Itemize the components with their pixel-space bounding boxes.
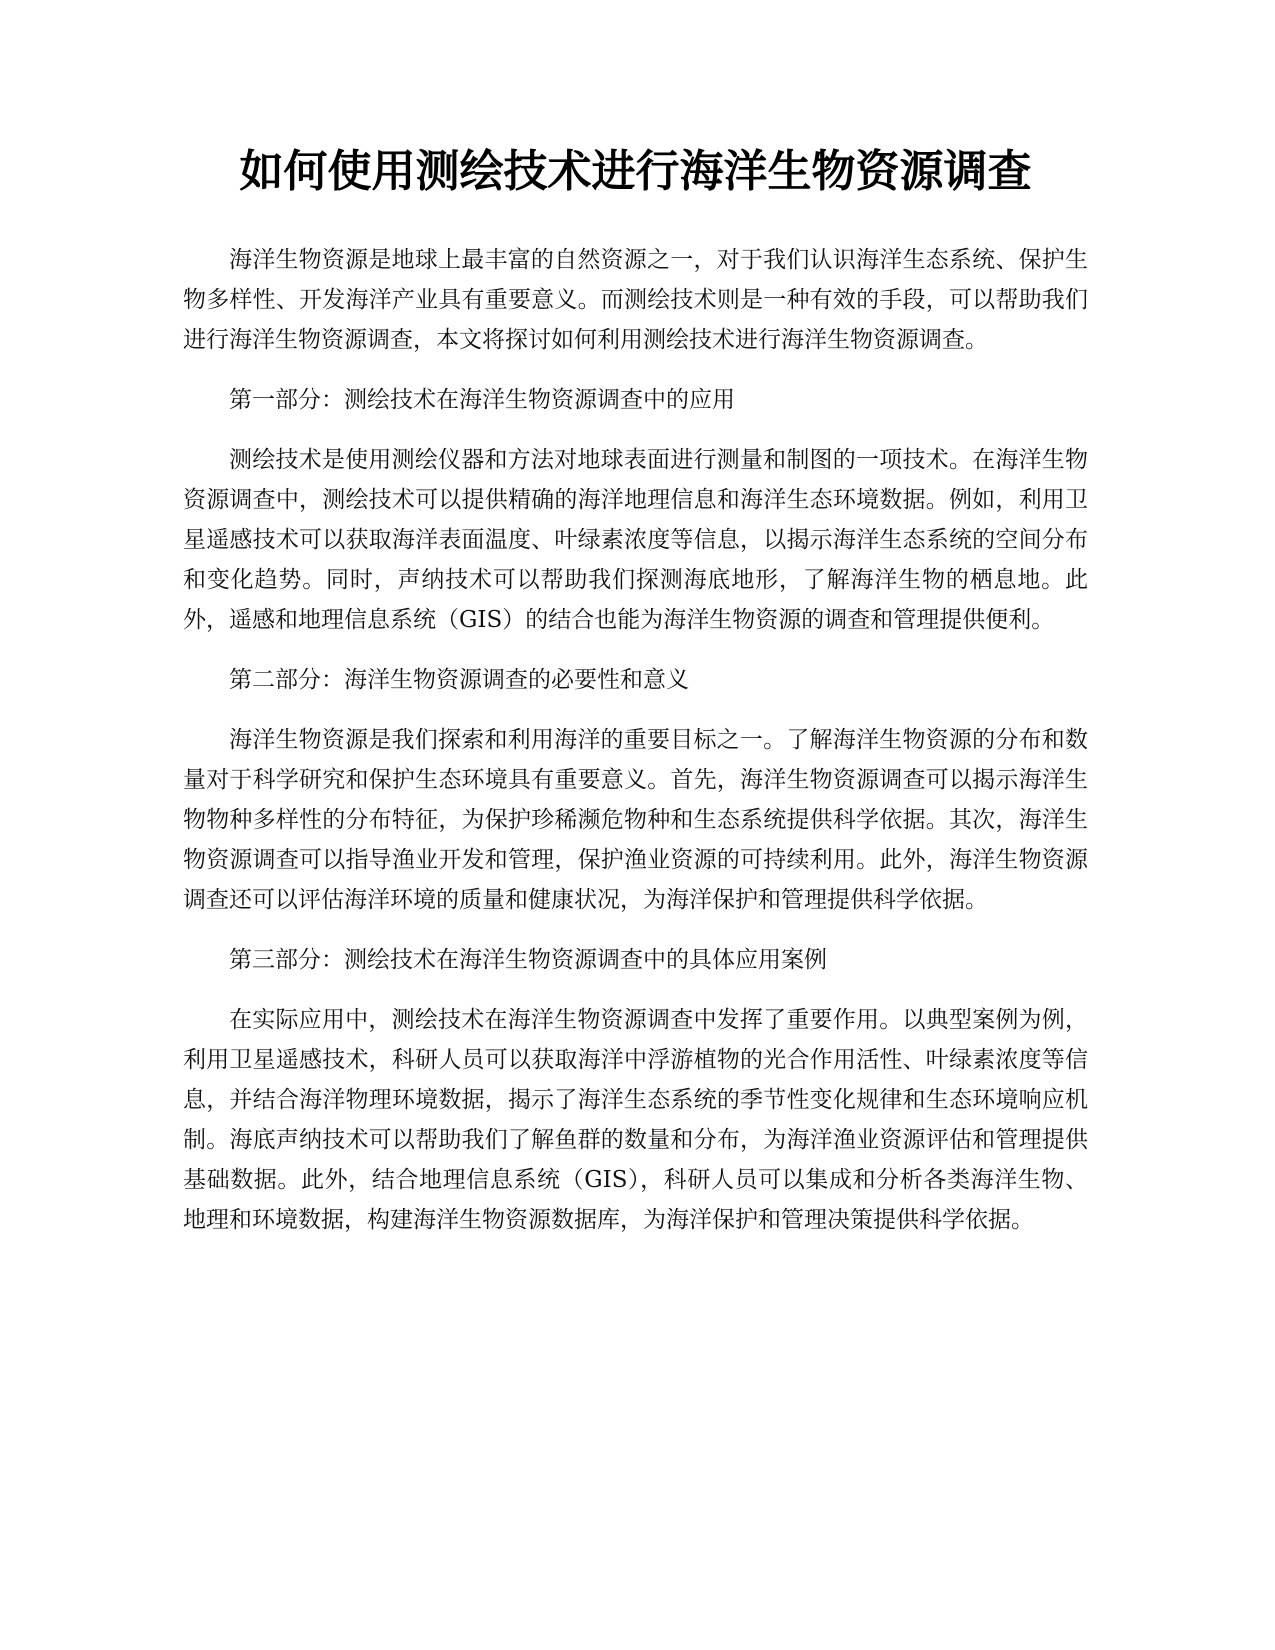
section-1-heading: 第一部分：测绘技术在海洋生物资源调查中的应用 [229, 387, 735, 413]
document-page [183, 140, 1088, 1260]
section-3-heading: 第三部分：测绘技术在海洋生物资源调查中的具体应用案例 [229, 947, 827, 973]
intro-paragraph: 海洋生物资源是地球上最丰富的自然资源之一，对于我们认识海洋生态系统、保护生物多样性、开发海洋产业具有重要意义。而测绘技术则是一种有效的手段，可以帮助我们进行海洋生物资源调查，本文将探讨如何利用测绘技术进行海洋生物资源调查。 [183, 247, 1088, 353]
section-2-body: 海洋生物资源是我们探索和利用海洋的重要目标之一。了解海洋生物资源的分布和数量对于科学研究和保护生态环境具有重要意义。首先，海洋生物资源调查可以揭示海洋生物物种多样性的分布特征，为保护珍稀濒危物种和生态系统提供科学依据。其次，海洋生物资源调查可以指导渔业开发和管理，保护渔业资源的可持续利用。此外，海洋生物资源调查还可以评估海洋环境的质量和健康状况，为海洋保护和管理提供科学依据。 [183, 727, 1088, 913]
section-1-body: 测绘技术是使用测绘仪器和方法对地球表面进行测量和制图的一项技术。在海洋生物资源调查中，测绘技术可以提供精确的海洋地理信息和海洋生态环境数据。例如，利用卫星遥感技术可以获取海洋表面温度、叶绿素浓度等信息，以揭示海洋生态系统的空间分布和变化趋势。同时，声纳技术可以帮助我们探测海底地形，了解海洋生物的栖息地。此外，遥感和地理信息系统（GIS）的结合也能为海洋生物资源的调查和管理提供便利。 [183, 447, 1088, 633]
section-3-body: 在实际应用中，测绘技术在海洋生物资源调查中发挥了重要作用。以典型案例为例，利用卫星遥感技术，科研人员可以获取海洋中浮游植物的光合作用活性、叶绿素浓度等信息，并结合海洋物理环境数据，揭示了海洋生态系统的季节性变化规律和生态环境响应机制。海底声纳技术可以帮助我们了解鱼群的数量和分布，为海洋渔业资源评估和管理提供基础数据。此外，结合地理信息系统（GIS），科研人员可以集成和分析各类海洋生物、地理和环境数据，构建海洋生物资源数据库，为海洋保护和管理决策提供科学依据。 [183, 1007, 1088, 1233]
document-title: 如何使用测绘技术进行海洋生物资源调查 [239, 146, 1032, 197]
section-2-heading: 第二部分：海洋生物资源调查的必要性和意义 [229, 667, 689, 693]
